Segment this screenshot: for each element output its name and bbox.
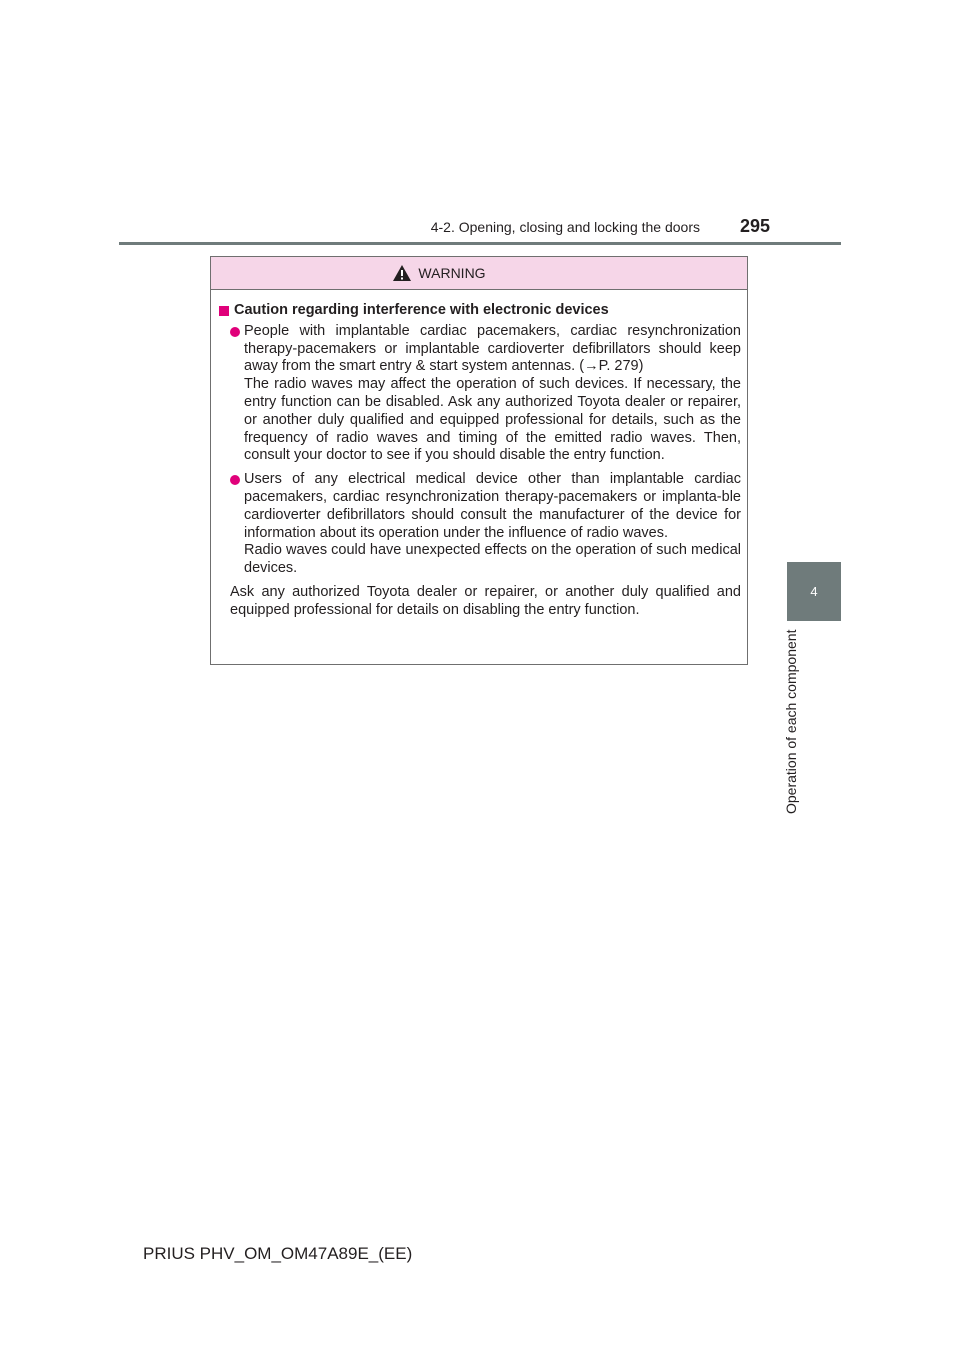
warning-triangle-icon (392, 264, 412, 282)
circle-bullet-icon (230, 475, 240, 485)
circle-bullet-icon (230, 327, 240, 337)
bullet-paragraph: Radio waves could have unexpected effects on the operation of such medical devices. (244, 542, 741, 577)
bullet-paragraph: People with implantable cardiac pacemakers, cardiac resynchronization therapy-pacemakers or implantable cardioverter defibrillators should keep away from the smart entry & start system antennas. (→P. 279) (244, 322, 741, 375)
chapter-number: 4 (810, 584, 818, 599)
header-divider (119, 242, 841, 245)
chapter-tab (787, 562, 841, 621)
warning-label: WARNING (418, 265, 486, 281)
list-item (230, 323, 741, 465)
list-item (230, 471, 741, 578)
section-title: 4-2. Opening, closing and locking the doors (430, 219, 700, 235)
caution-heading (219, 302, 741, 320)
closing-paragraph: Ask any authorized Toyota dealer or repairer, or another duly qualified and equipped professional for details on disabling the entry function. (230, 583, 741, 618)
square-bullet-icon (219, 306, 229, 316)
warning-box (210, 256, 748, 665)
warning-header (211, 257, 747, 290)
bullet-paragraph: Users of any electrical medical device other than implantable cardiac pacemakers, cardiac resynchronization therapy-pacemakers or implanta-ble cardioverter defibrillators should consult the manufacturer of the device for information about its operation under the influence of radio waves. (244, 471, 741, 541)
document-code: PRIUS PHV_OM_OM47A89E_(EE) (143, 1244, 413, 1263)
page-number: 295 (740, 216, 771, 236)
warning-body (211, 290, 747, 620)
bullet-paragraph: The radio waves may affect the operation of such devices. If necessary, the entry function can be disabled. Ask any authorized Toyota dealer or repairer, or another duly qualified and equipped professional for details, such as the frequency of radio waves and timing of the emitted radio waves. Then, consult your doctor to see if you should disable the entry function. (244, 376, 741, 464)
caution-heading-text: Caution regarding interference with electronic devices (234, 302, 609, 318)
chapter-title: Operation of each component (783, 630, 799, 815)
